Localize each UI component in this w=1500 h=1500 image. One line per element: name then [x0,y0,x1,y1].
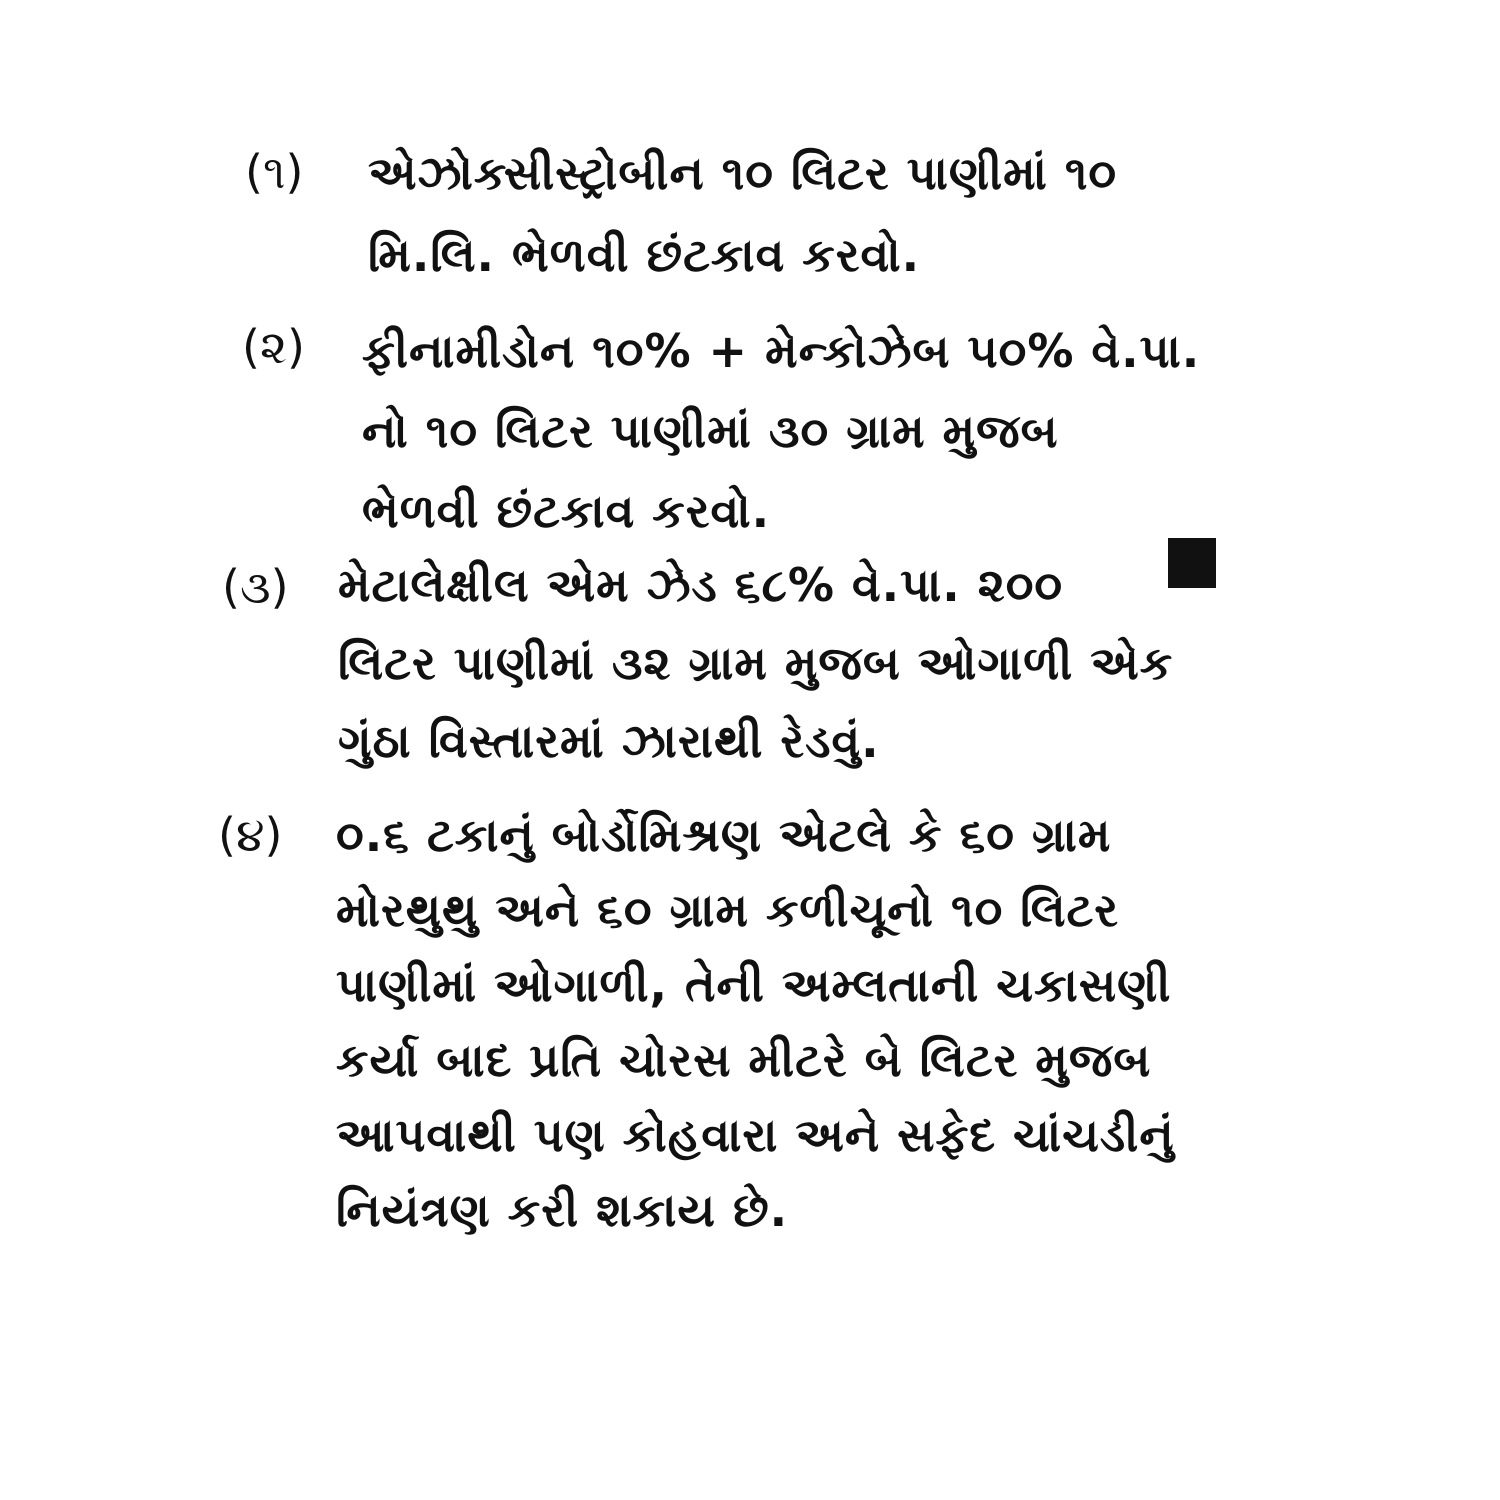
item-1-line-1: એઝોક્સીસ્ટ્રોબીન ૧૦ લિટર પાણીમાં ૧૦ [368,146,1118,200]
item-4-line-4: કર્યા બાદ પ્રતિ ચોરસ મીટરે બે લિટર મુજબ [336,1033,1152,1087]
item-4-marker: (૪) [218,808,283,862]
item-2-marker: (૨) [242,320,305,374]
item-2-line-2: નો ૧૦ લિટર પાણીમાં ૩૦ ગ્રામ મુજબ [362,404,1059,458]
scan-artifact-square [1168,538,1216,588]
item-3-line-3: ગુંઠા વિસ્તારમાં ઝારાથી રેડવું. [338,714,880,768]
item-4-line-1: ૦.૬ ટકાનું બોર્ડોમિશ્રણ એટલે કે ૬૦ ગ્રામ [336,808,1112,862]
item-1-line-2: મિ.લિ. ભેળવી છંટકાવ કરવો. [368,228,921,282]
item-4-line-3: પાણીમાં ઓગાળી, તેની અમ્લતાની ચકાસણી [336,958,1172,1012]
item-3-line-2: લિટર પાણીમાં ૩૨ ગ્રામ મુજબ ઓગાળી એક [338,636,1174,690]
item-4-line-6: નિયંત્રણ કરી શકાય છે. [336,1183,789,1237]
item-3-line-1: મેટાલેક્ષીલ એમ ઝેડ ૬૮% વે.પા. ૨૦૦ [338,558,1064,612]
item-1-marker: (૧) [245,145,304,199]
item-4-line-2: મોરથુથુ અને ૬૦ ગ્રામ કળીચૂનો ૧૦ લિટર [336,883,1120,937]
item-3-marker: (૩) [222,560,289,614]
item-4-line-5: આપવાથી પણ કોહવારા અને સફેદ ચાંચડીનું [336,1108,1175,1162]
item-2-line-3: ભેળવી છંટકાવ કરવો. [362,484,771,538]
item-2-line-1: ફીનામીડોન ૧૦% + મેન્કોઝેબ ૫૦% વે.પા. [362,324,1201,378]
